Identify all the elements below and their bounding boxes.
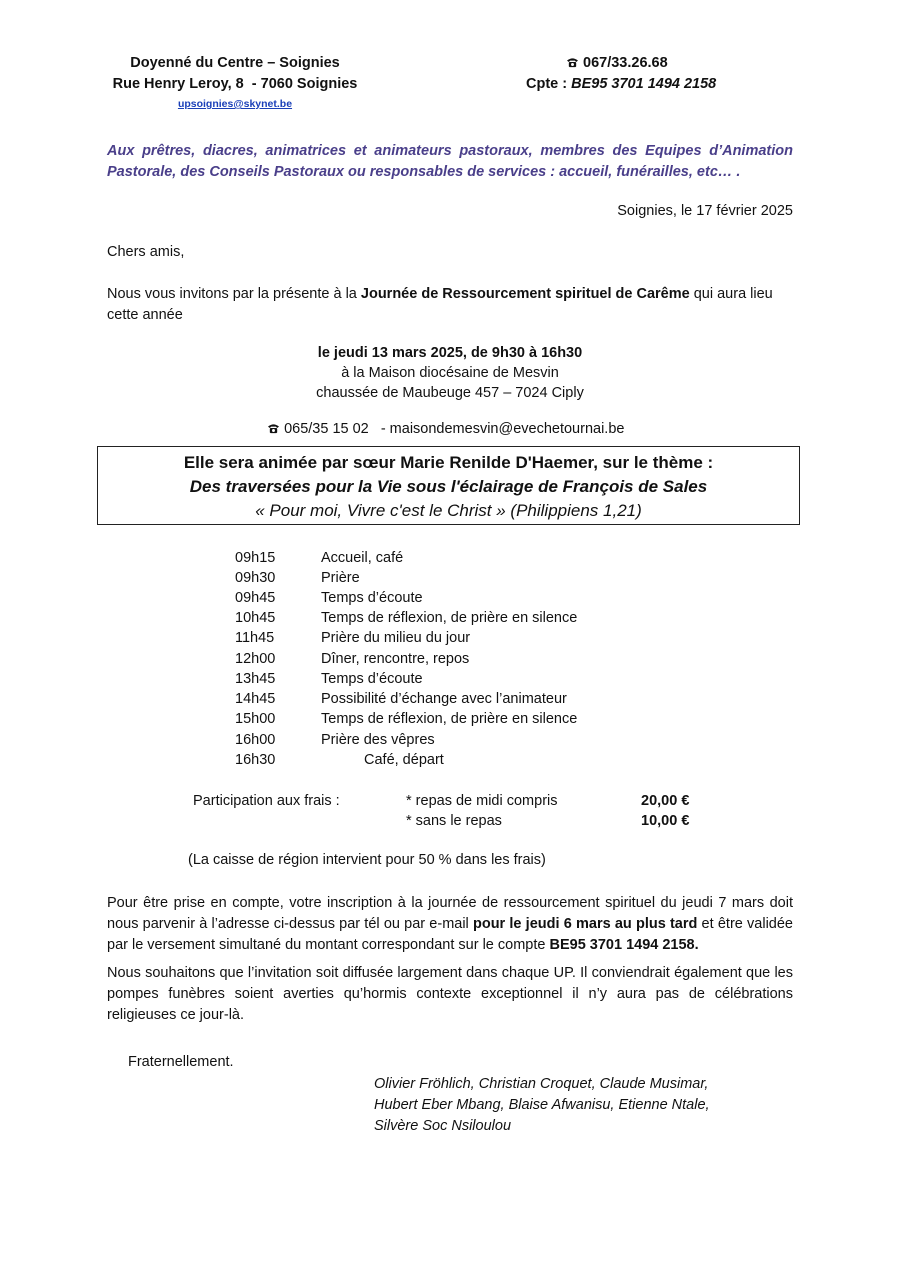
fees-note: (La caisse de région intervient pour 50 % dans les frais) [188,852,546,868]
schedule-row [0,550,900,570]
registration-text-1: Pour être prise en compte, votre inscription à la journée de ressourcement spirituel du jeudi 7 mars doit nous parvenir à l’adresse ci-dessus par tél ou par e-mail [107,895,793,932]
registration-text-2: et être validée par le versement simultané du montant correspondant sur le compte [107,916,793,953]
schedule-activity: Temps de réflexion, de prière en silence [321,610,578,626]
intro-before: Nous vous invitons par la présente à la [107,286,361,302]
theme-box [97,446,800,525]
schedule-row [0,651,900,671]
signatory-line: Hubert Eber Mbang, Blaise Afwanisu, Etienne Ntale, [374,1097,710,1113]
phone-icon [566,57,579,68]
schedule-time: 13h45 [235,671,276,687]
email-line [100,95,370,111]
schedule-row [0,691,900,711]
schedule-activity: Prière du milieu du jour [321,630,471,646]
theme-title: Des traversées pour la Vie sous l'éclairage de François de Sales [189,477,708,496]
event-contact [259,405,624,437]
fee-desc: * repas de midi compris [406,793,558,809]
schedule-row [0,630,900,650]
event-when: le jeudi 13 mars 2025, de 9h30 à 16h30 [317,345,583,361]
schedule-time: 12h00 [235,651,276,667]
fee-amount: 20,00 € [641,793,690,809]
schedule-activity: Dîner, rencontre, repos [321,651,470,667]
schedule-row [0,590,900,610]
recipients: Aux prêtres, diacres, animatrices et animateurs pastoraux, membres des Equipes d’Animation Pastorale, des Conseils Pastoraux ou responsables de services : accueil, funérailles, etc… . [107,143,793,180]
schedule-time: 16h30 [235,752,276,768]
schedule-activity: Prière des vêpres [321,732,435,748]
fees-label: Participation aux frais : [193,793,340,809]
signatories [374,1074,710,1137]
schedule-activity: Café, départ [364,752,444,768]
org-name: Doyenné du Centre – Soignies [130,55,340,71]
diffusion-paragraph: Nous souhaitons que l’invitation soit diffusée largement dans chaque UP. Il conviendrait également que les pompes funèbres soient averties qu’hormis contexte exceptionnel il n’y aura pas de célébrations religieuses ce jour-là. [107,965,793,1023]
registration-account: BE95 3701 1494 2158. [549,937,699,953]
schedule-activity: Temps d’écoute [321,590,423,606]
schedule-row [0,752,900,772]
schedule-activity: Possibilité d’échange avec l’animateur [321,691,567,707]
schedule-row [0,732,900,752]
schedule-time: 14h45 [235,691,276,707]
registration-paragraph [107,893,793,956]
schedule-time: 11h45 [235,630,275,646]
schedule-time: 09h30 [235,570,276,586]
schedule-time: 15h00 [235,711,276,727]
schedule-activity: Temps de réflexion, de prière en silence [321,711,578,727]
schedule-time: 09h45 [235,590,276,606]
account-number: BE95 3701 1494 2158 [571,76,717,92]
fee-desc: * sans le repas [406,813,502,829]
event-street: chaussée de Maubeuge 457 – 7024 Ciply [316,385,584,401]
event-email: - maisondemesvin@evechetournai.be [368,421,625,437]
account-line [526,76,716,92]
phone-icon [267,423,280,434]
schedule-row [0,570,900,590]
org-phone: 067/33.26.68 [583,55,668,71]
schedule-row [0,610,900,630]
event-phone: 065/35 15 02 [284,421,369,437]
phone-line [566,55,668,71]
schedule-time: 16h00 [235,732,276,748]
fee-amount: 10,00 € [641,813,690,829]
salutation: Chers amis, [107,244,185,260]
schedule-row [0,711,900,731]
date-line: Soignies, le 17 février 2025 [617,203,793,219]
intro-event-name: Journée de Ressourcement spirituel de Carême [360,286,690,302]
event-place: à la Maison diocésaine de Mesvin [341,365,559,381]
schedule-activity: Accueil, café [321,550,404,566]
intro-paragraph [107,284,793,326]
registration-deadline: pour le jeudi 6 mars au plus tard [472,916,698,932]
closing: Fraternellement. [128,1054,234,1070]
signatory-line: Olivier Fröhlich, Christian Croquet, Claude Musimar, [374,1076,709,1092]
schedule-row [0,671,900,691]
schedule-activity: Prière [321,570,360,586]
intro-after: qui aura lieu cette année [107,286,773,323]
theme-animator: Elle sera animée par sœur Marie Renilde D'Haemer, sur le thème : [183,453,714,472]
account-label: Cpte : [526,76,572,92]
org-address: Rue Henry Leroy, 8 - 7060 Soignies [112,76,358,92]
org-email-link[interactable]: upsoignies@skynet.be [177,98,293,110]
theme-quote: « Pour moi, Vivre c'est le Christ » (Philippiens 1,21) [255,501,642,520]
schedule-activity: Temps d’écoute [321,671,423,687]
schedule-time: 10h45 [235,610,276,626]
signatory-line: Silvère Soc Nsiloulou [374,1118,512,1134]
schedule-time: 09h15 [235,550,276,566]
